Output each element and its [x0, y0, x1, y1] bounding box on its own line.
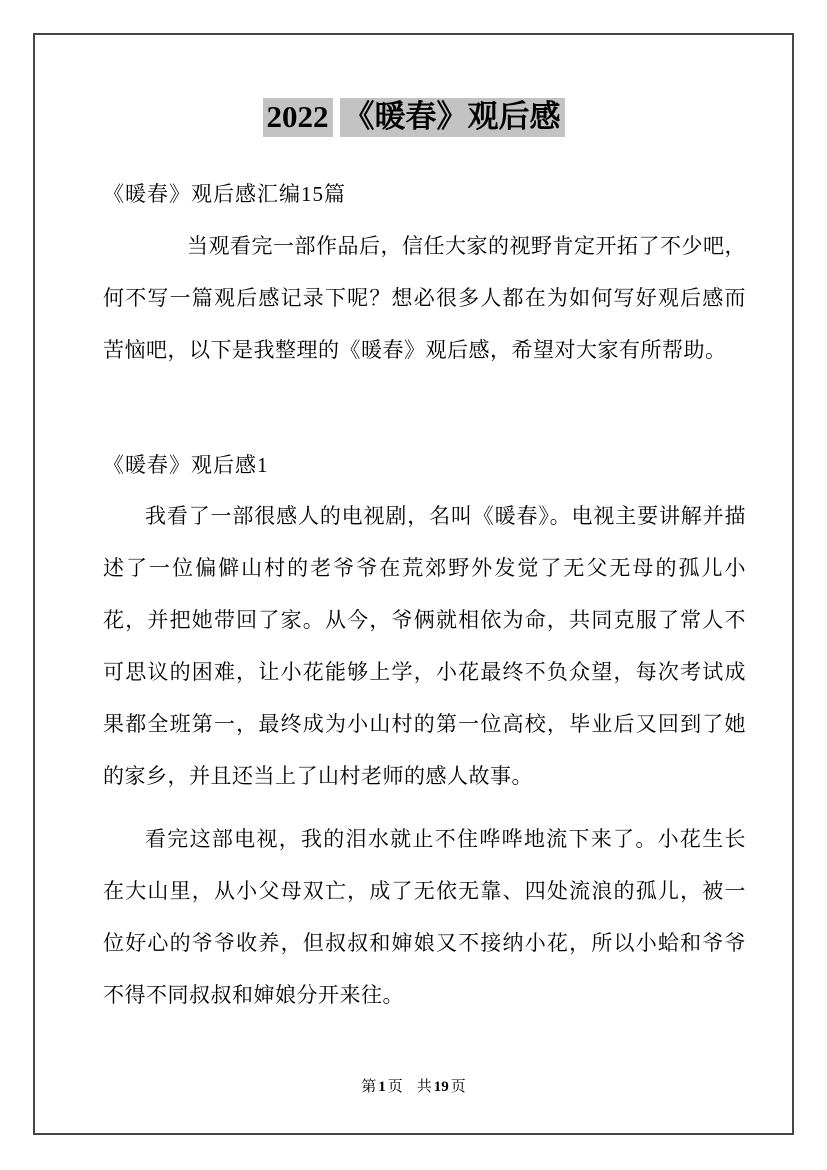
footer-page-suffix: 页 [387, 1079, 403, 1095]
footer-page-prefix: 第 [361, 1079, 377, 1095]
intro-paragraph: 当观看完一部作品后，信任大家的视野肯定开拓了不少吧，何不写一篇观后感记录下呢？想必很多人都在为如何写好观后感而苦恼吧，以下是我整理的《暖春》观后感，希望对大家有所帮助。 [103, 234, 746, 362]
total-pages-number: 19 [433, 1079, 449, 1095]
page-footer [0, 1076, 827, 1098]
section-paragraph-2: 看完这部电视，我的泪水就止不住哗哗地流下来了。小花生长在大山里，从小父母双亡，成了无依无靠、四处流浪的孤儿，被一位好心的爷爷收养，但叔叔和婶娘又不接纳小花，所以小蛤和爷爷不得不同叔叔和婶娘分开来往。 [103, 827, 746, 1007]
compilation-subtitle: 《暖春》观后感汇编15篇 [103, 182, 346, 206]
section-heading-1: 《暖春》观后感1 [103, 453, 269, 477]
footer-total-prefix: 共 [416, 1079, 432, 1095]
document-title [0, 96, 827, 138]
current-page-number: 1 [378, 1079, 386, 1095]
title-year-highlight: 2022 [263, 98, 333, 137]
footer-total-suffix: 页 [450, 1079, 466, 1095]
section-paragraph-1: 我看了一部很感人的电视剧，名叫《暖春》。电视主要讲解并描述了一位偏僻山村的老爷爷在荒郊野外发觉了无父无母的孤儿小花，并把她带回了家。从今，爷俩就相依为命，共同克服了常人不可思议的困难，让小花能够上学，小花最终不负众望，每次考试成果都全班第一，最终成为小山村的第一位高校，毕业后又回到了她的家乡，并且还当上了山村老师的感人故事。 [103, 504, 746, 788]
title-main-highlight: 《暖春》观后感 [340, 98, 565, 137]
